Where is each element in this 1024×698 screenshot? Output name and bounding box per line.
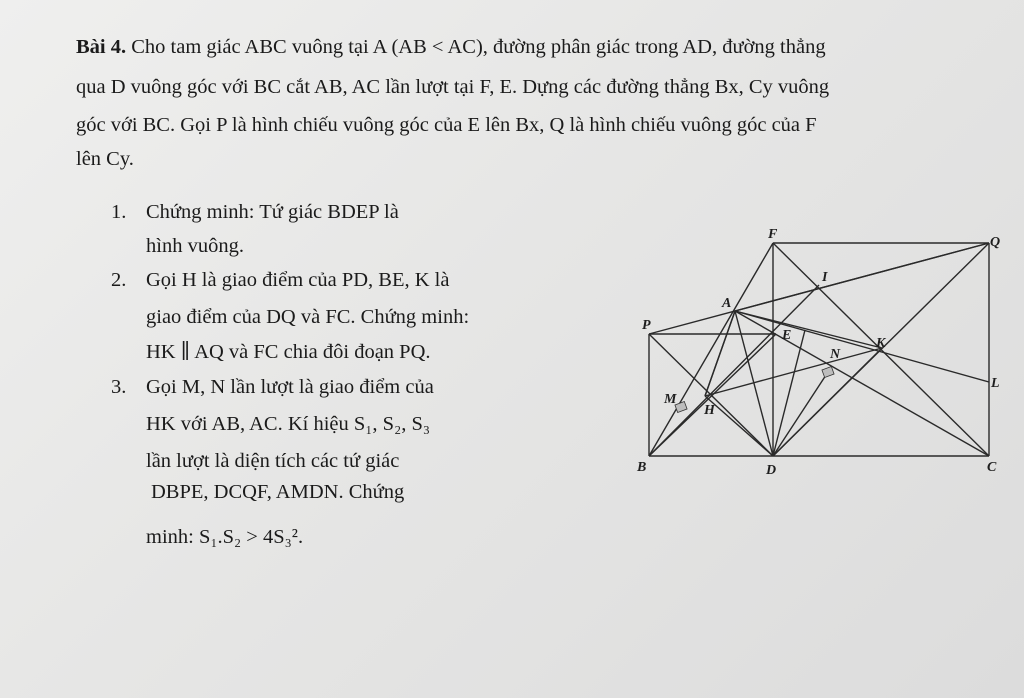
- part-2-line-2: giao điểm của DQ và FC. Chứng minh:: [146, 306, 470, 328]
- part-2-line-3: HK ∥ AQ và FC chia đôi đoạn PQ.: [146, 341, 431, 363]
- geometry-figure: [628, 218, 1018, 488]
- label-K: K: [876, 336, 886, 351]
- part-3-line-2: HK với AB, AC. Kí hiệu S₁, S₂, S₃: [146, 413, 431, 435]
- label-D: D: [766, 463, 777, 478]
- right-angle-mark-M: [675, 402, 687, 413]
- part-1-line-2: hình vuông.: [146, 235, 244, 257]
- part-1-number: 1.: [111, 201, 127, 223]
- part-1-line-1: Chứng minh: Tứ giác BDEP là: [146, 201, 399, 223]
- label-C: C: [987, 460, 997, 475]
- label-F: F: [768, 227, 778, 242]
- label-E: E: [782, 328, 792, 343]
- label-L: L: [991, 376, 1000, 391]
- label-A: A: [722, 296, 732, 311]
- label-B: B: [637, 460, 647, 475]
- label-Q: Q: [990, 235, 1001, 250]
- segment-DE: [773, 330, 805, 456]
- segment-AD: [735, 311, 773, 456]
- right-angle-mark-N: [822, 367, 834, 378]
- segment-DN: [773, 372, 828, 456]
- problem-title: Bài 4.: [76, 36, 127, 58]
- segment-AM: [705, 311, 735, 396]
- problem-line-4: lên Cy.: [76, 148, 134, 170]
- problem-line-3: góc với BC. Gọi P là hình chiếu vuông góc của E lên Bx, Q là hình chiếu vuông góc của F: [76, 114, 817, 136]
- part-2-number: 2.: [111, 269, 127, 291]
- label-H: H: [704, 403, 715, 418]
- label-P: P: [642, 318, 651, 333]
- label-M: M: [664, 392, 677, 407]
- problem-line-2: qua D vuông góc với BC cắt AB, AC lần lượt tại F, E. Dựng các đường thẳng Bx, Cy vuông: [76, 76, 830, 98]
- segment-HD: [705, 396, 773, 456]
- problem-line-1: Bài 4. Cho tam giác ABC vuông tại A (AB < AC), đường phân giác trong AD, đường thẳng: [76, 36, 826, 58]
- part-3-number: 3.: [111, 376, 127, 398]
- part-2-line-1: Gọi H là giao điểm của PD, BE, K là: [146, 269, 450, 291]
- label-N: N: [830, 347, 841, 362]
- label-I: I: [822, 270, 828, 285]
- part-3-line-3: lần lượt là diện tích các tứ giác: [146, 450, 400, 472]
- part-3-line-1: Gọi M, N lần lượt là giao điểm của: [146, 376, 434, 398]
- part-3-line-5: minh: S₁.S₂ > 4S₃².: [146, 526, 304, 548]
- part-3-line-4: DBPE, DCQF, AMDN. Chứng: [151, 481, 405, 503]
